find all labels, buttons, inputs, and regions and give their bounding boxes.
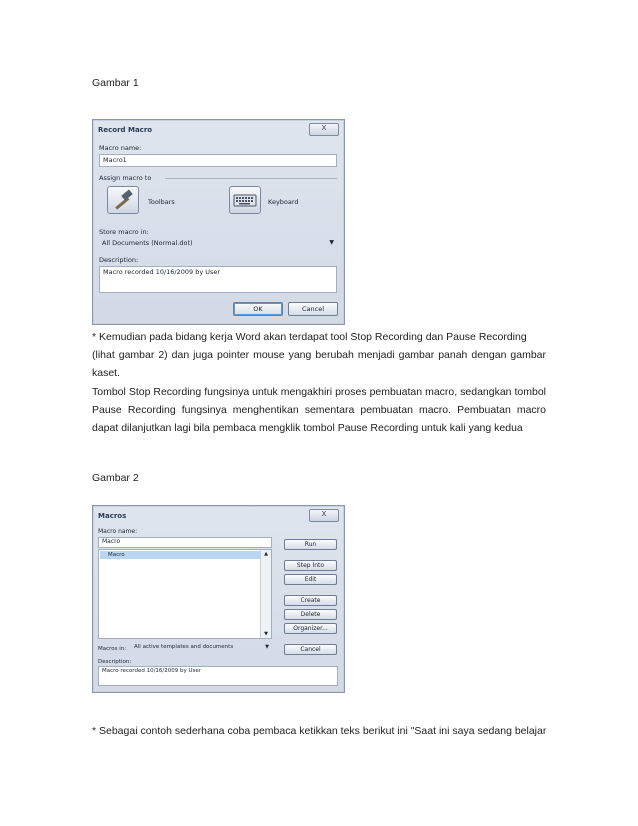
close-icon[interactable]: X (309, 123, 339, 136)
macro-name-input[interactable]: Macro1 (99, 154, 337, 167)
keyboard-label: Keyboard (268, 198, 299, 206)
body-paragraph-1 (92, 328, 546, 437)
scrollbar[interactable] (260, 550, 271, 638)
delete-button[interactable]: Delete (284, 609, 337, 620)
description-field: Macro recorded 10/16/2009 by User (98, 666, 338, 686)
scroll-down-icon[interactable]: ▼ (264, 631, 268, 637)
group-divider (165, 178, 337, 179)
store-macro-select[interactable] (99, 238, 337, 251)
ok-button[interactable]: OK (233, 302, 283, 316)
chevron-down-icon: ▼ (265, 644, 269, 650)
step-into-button[interactable]: Step Into (284, 560, 337, 571)
edit-button[interactable]: Edit (284, 574, 337, 585)
close-icon[interactable]: X (309, 509, 339, 522)
dialog-title: Macros (98, 512, 127, 520)
toolbars-label: Toolbars (148, 198, 175, 206)
macro-name-label: Macro name: (99, 144, 142, 152)
macros-in-select[interactable] (131, 643, 272, 654)
scroll-up-icon[interactable]: ▲ (264, 551, 268, 557)
description-label: Description: (98, 659, 132, 665)
description-field[interactable]: Macro recorded 10/16/2009 by User (99, 266, 337, 293)
run-button[interactable]: Run (284, 539, 337, 550)
macros-in-value: All active templates and documents (134, 644, 234, 650)
organizer-button[interactable]: Organizer... (284, 623, 337, 634)
record-macro-dialog (92, 119, 345, 325)
keyboard-icon (230, 187, 260, 213)
figure-caption-2: Gambar 2 (92, 472, 139, 484)
macros-dialog (92, 505, 345, 693)
hammer-icon (108, 187, 138, 213)
assign-macro-label: Assign macro to (99, 174, 152, 182)
keyboard-button[interactable] (229, 186, 261, 214)
macros-in-label: Macros in: (98, 646, 127, 652)
cancel-button[interactable]: Cancel (288, 302, 338, 316)
store-macro-label: Store macro in: (99, 228, 149, 236)
macro-list[interactable] (98, 549, 272, 639)
chevron-down-icon: ▼ (329, 239, 334, 246)
dialog-title: Record Macro (98, 126, 153, 134)
cancel-button[interactable]: Cancel (284, 644, 337, 655)
body-paragraph-2: * Sebagai contoh sederhana coba pembaca ketikkan teks berikut ini "Saat ini saya sedang belajar (92, 725, 547, 737)
paragraph-line: * Kemudian pada bidang kerja Word akan terdapat tool Stop Recording dan Pause Recording (92, 331, 527, 343)
create-button[interactable]: Create (284, 595, 337, 606)
store-macro-value: All Documents (Normal.dot) (102, 239, 193, 247)
description-label: Description: (99, 256, 139, 264)
macro-name-label: Macro name: (98, 528, 138, 535)
macro-name-input[interactable]: Macro (98, 537, 272, 548)
toolbars-button[interactable] (107, 186, 139, 214)
paragraph-line: Tombol Stop Recording fungsinya untuk mengakhiri proses pembuatan macro, sedangkan tombol Pause Recording fungsinya menghentikan sementara pembuatan macro. Pembuatan macro dapat dilanjutkan lagi bila pembaca mengklik tombol Pause Recording untuk kali yang kedua (92, 385, 546, 435)
list-item[interactable]: Macro (100, 551, 260, 559)
paragraph-line: (lihat gambar 2) dan juga pointer mouse yang berubah menjadi gambar panah dengan gambar kaset. (92, 349, 546, 380)
figure-caption-1: Gambar 1 (92, 77, 139, 89)
